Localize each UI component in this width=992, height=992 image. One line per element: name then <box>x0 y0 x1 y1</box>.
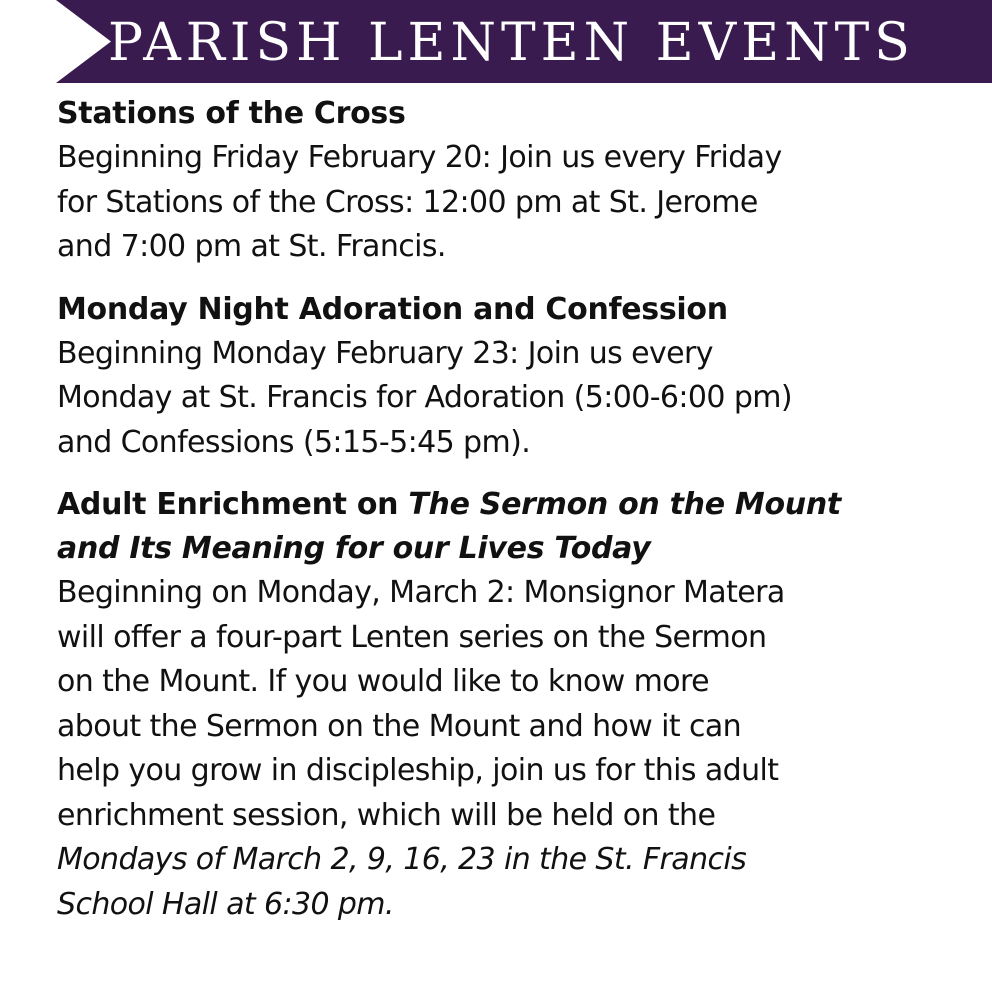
event-description-line: on the Mount. If you would like to know more <box>57 664 709 699</box>
event-adult-enrichment <box>57 483 987 927</box>
event-description <box>57 571 987 927</box>
events-list <box>57 92 987 945</box>
event-schedule-line: School Hall at 6:30 pm. <box>57 886 394 922</box>
event-title-book-cont: and Its Meaning for our Lives Today <box>57 531 651 566</box>
event-description-line: for Stations of the Cross: 12:00 pm at St. Jerome <box>57 184 758 220</box>
event-title-line <box>57 483 987 527</box>
event-description <box>57 332 987 466</box>
event-title <box>57 483 987 571</box>
event-description-line: and Confessions (5:15-5:45 pm). <box>57 424 531 460</box>
event-title-prefix: Adult Enrichment on <box>57 487 409 522</box>
event-schedule-line: Mondays of March 2, 9, 16, 23 in the St. Francis <box>57 842 747 877</box>
event-description-line: about the Sermon on the Mount and how it can <box>57 708 742 744</box>
event-title: Monday Night Adoration and Confession <box>57 291 728 327</box>
event-description-line: Beginning Friday February 20: Join us every Friday <box>57 140 782 175</box>
event-description-line: Beginning on Monday, March 2: Monsignor Matera <box>57 575 785 610</box>
page-title: PARISH LENTEN EVENTS <box>108 13 915 73</box>
event-description-line: Monday at St. Francis for Adoration (5:00-6:00 pm) <box>57 380 793 415</box>
event-title: Stations of the Cross <box>57 96 406 131</box>
event-title-line <box>57 527 987 571</box>
event-description-line: Beginning Monday February 23: Join us every <box>57 335 713 371</box>
event-description-line: help you grow in discipleship, join us for this adult <box>57 753 779 788</box>
event-adoration-confession <box>57 288 987 466</box>
event-description-line: will offer a four-part Lenten series on the Sermon <box>57 619 767 655</box>
event-description-line: and 7:00 pm at St. Francis. <box>57 229 446 264</box>
event-title-book: The Sermon on the Mount <box>408 487 841 522</box>
event-description <box>57 136 987 270</box>
event-description-line: enrichment session, which will be held on the <box>57 797 716 833</box>
event-stations-of-the-cross <box>57 92 987 270</box>
